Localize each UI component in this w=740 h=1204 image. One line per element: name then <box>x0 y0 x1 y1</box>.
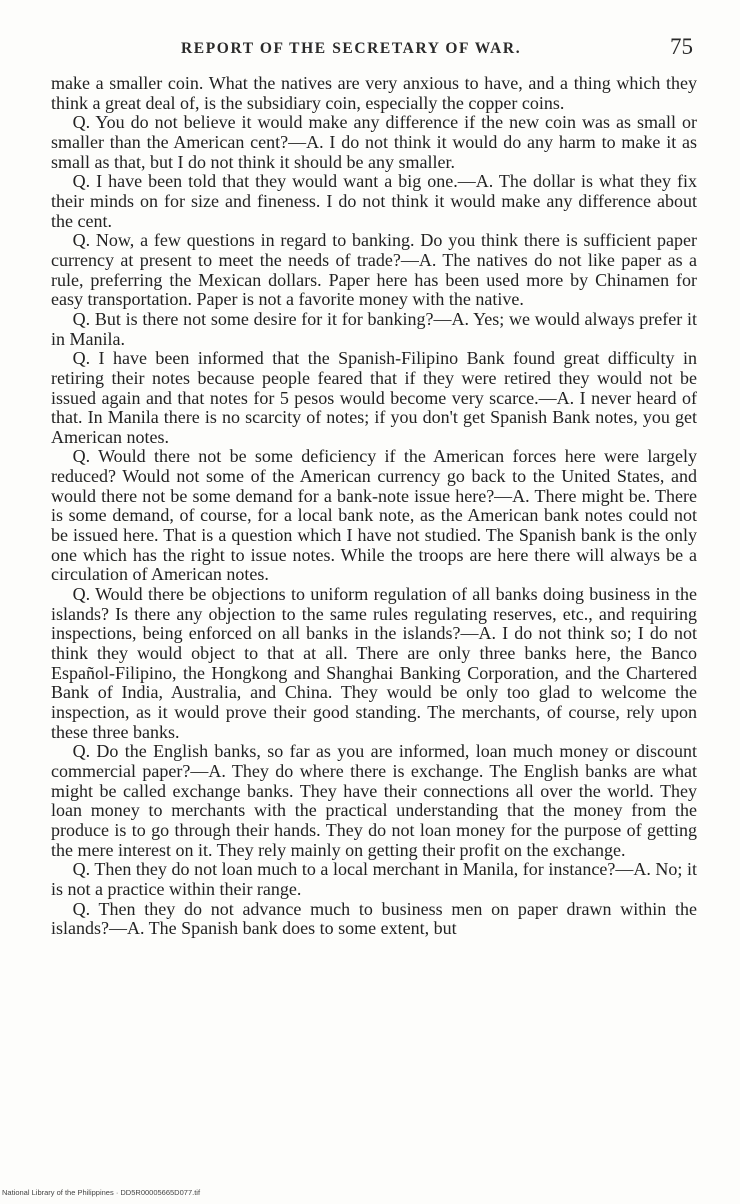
paragraph: Q. I have been told that they would want a big one.—A. The dollar is what they fix their minds on for size and fineness. I do not think it would make any difference about the cent. <box>51 171 697 231</box>
paragraph: Q. Then they do not loan much to a local merchant in Manila, for instance?—A. No; it is not a practice within their range. <box>51 859 697 899</box>
page-footer <box>0 1188 740 1202</box>
paragraph: Q. Now, a few questions in regard to banking. Do you think there is sufficient paper currency at present to meet the needs of trade?—A. The natives do not like paper as a rule, preferring the Mexican dollars. Paper here has been used more by Chinamen for easy transportation. Paper is not a favorite money with the native. <box>51 230 697 310</box>
digitization-credit: National Library of the Philippines · DD5R00005665D077.tif <box>2 1188 201 1197</box>
body-text <box>51 74 697 939</box>
paragraph: Q. But is there not some desire for it for banking?—A. Yes; we would always prefer it in Manila. <box>51 308 697 349</box>
paragraph: Q. Would there be objections to uniform regulation of all banks doing business in the islands? Is there any objection to the same rules regulating reserves, etc., and requiring inspections, being enforced on all banks in the islands?—A. I do not think so; I do not think they would object to that at all. There are only three banks here, the Banco Español-Filipino, the Hongkong and Shanghai Banking Corporation, and the Chartered Bank of India, Australia, and China. They would be only too glad to welcome the inspection, as it would prove their good standing. The merchants, of course, rely upon these three banks. <box>51 584 697 742</box>
paragraph: Q. Would there not be some deficiency if the American forces here were largely reduced? Would not some of the American currency go back to the United States, and would there not be some demand for a bank-note issue here?—A. There might be. There is some demand, of course, for a local bank note, as the American bank notes could not be issued here. That is a question which I have not studied. The Spanish bank is the only one which has the right to issue notes. While the troops are here there will always be a circulation of American notes. <box>51 446 697 585</box>
paragraph: make a smaller coin. What the natives are very anxious to have, and a thing which they think a great deal of, is the subsidiary coin, especially the copper coins. <box>51 73 697 113</box>
running-head: REPORT OF THE SECRETARY OF WAR. <box>181 40 522 57</box>
paragraph: Q. Then they do not advance much to business men on paper drawn within the islands?—A. The Spanish bank does to some extent, but <box>51 898 697 939</box>
page-header <box>0 36 740 66</box>
paragraph: Q. I have been informed that the Spanish-Filipino Bank found great difficulty in retiring their notes because people feared that if they were retired they would not be issued again and that notes for 5 pesos would become very scarce.—A. I never heard of that. In Manila there is no scarcity of notes; if you don't get Spanish Bank notes, you get American notes. <box>51 348 697 447</box>
paragraph: Q. Do the English banks, so far as you are informed, loan much money or discount commercial paper?—A. They do where there is exchange. The English banks are what might be called exchange banks. They have their connections all over the world. They loan money to merchants with the practical understanding that the money from the produce is to go through their hands. They do not loan money for the purpose of getting the mere interest on it. They rely mainly on getting their profit on the exchange. <box>51 741 697 860</box>
paragraph: Q. You do not believe it would make any difference if the new coin was as small or smaller than the American cent?—A. I do not think it would do any harm to make it as small as that, but I do not think it should be any smaller. <box>51 112 697 172</box>
page-number: 75 <box>670 34 693 59</box>
